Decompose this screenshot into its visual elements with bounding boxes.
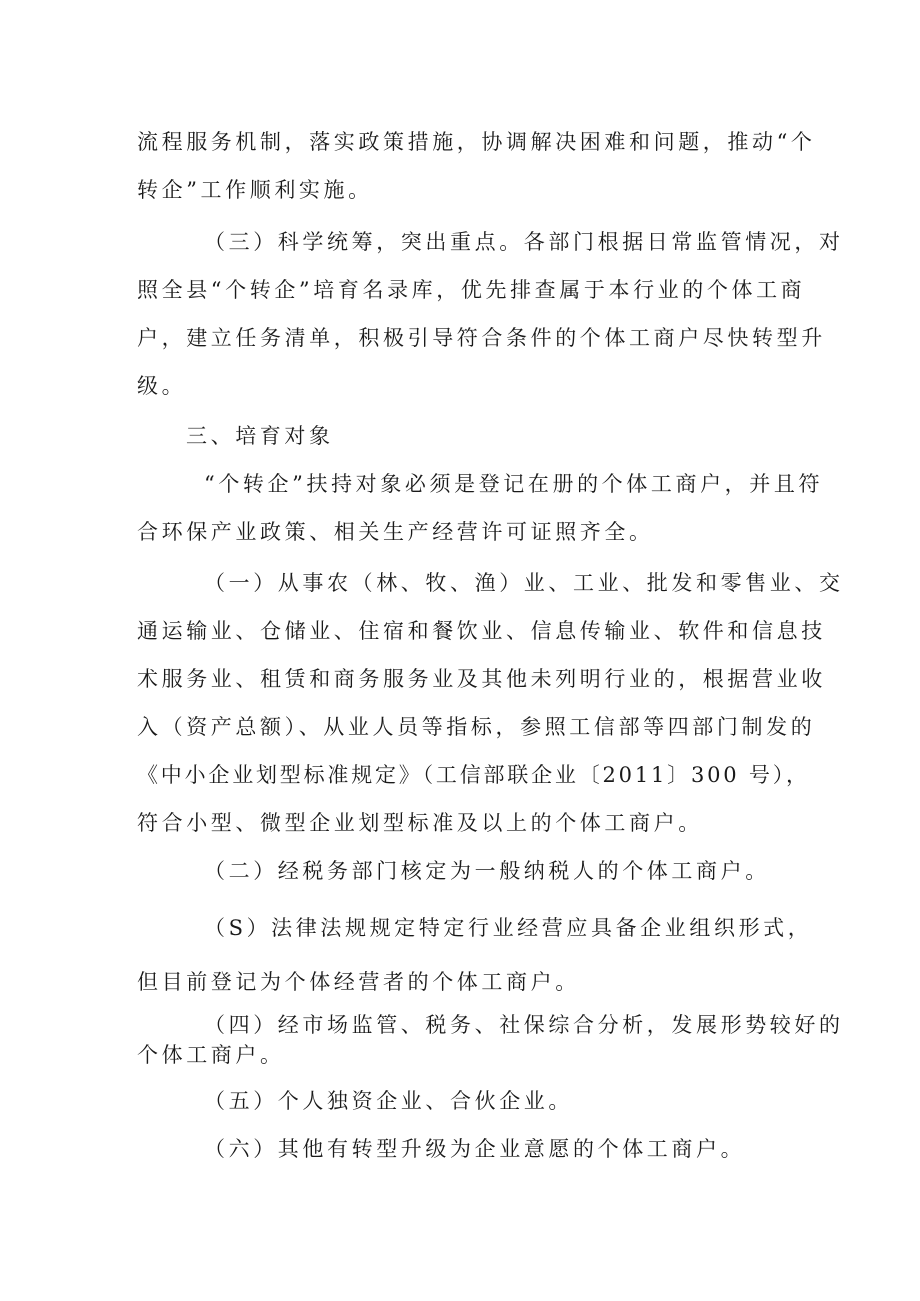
- section-heading: 三、培育对象: [186, 424, 334, 448]
- text-line: 流程服务机制，落实政策措施，协调解决困难和问题，推动“个: [137, 130, 816, 154]
- item-5: （五）个人独资企业、合伙企业。: [204, 1089, 573, 1113]
- text-line: 《中小企业划型标准规定》（工信部联企业〔2011〕300 号），: [137, 763, 810, 787]
- text-line: 术服务业、租赁和商务服务业及其他未列明行业的，根据营业收: [137, 667, 826, 691]
- text-line: 户，建立任务清单，积极引导符合条件的个体工商户尽快转型升: [137, 326, 826, 350]
- text-line: 但目前登记为个体经营者的个体工商户。: [137, 970, 580, 994]
- text-line: 入（资产总额）、从业人员等指标，参照工信部等四部门制发的: [137, 715, 816, 739]
- item-1-start: （一）从事农（林、牧、渔）业、工业、批发和零售业、交: [204, 571, 844, 595]
- text-line: 符合小型、微型企业划型标准及以上的个体工商户。: [137, 811, 703, 835]
- paragraph-3-start: （三）科学统筹，突出重点。各部门根据日常监管情况，对: [204, 230, 844, 254]
- item-2: （二）经税务部门核定为一般纳税人的个体工商户。: [204, 859, 770, 883]
- item-3-start: （S）法律法规规定特定行业经营应具备企业组织形式，: [204, 916, 813, 940]
- paragraph-start: “个转企”扶持对象必须是登记在册的个体工商户，并且符: [204, 472, 824, 496]
- item-6: （六）其他有转型升级为企业意愿的个体工商户。: [204, 1137, 746, 1161]
- text-line: 照全县“个转企”培育名录库，优先排查属于本行业的个体工商: [137, 278, 806, 302]
- text-line: 合环保产业政策、相关生产经营许可证照齐全。: [137, 520, 654, 544]
- text-line: 级。: [137, 374, 187, 398]
- text-line: 转企”工作顺利实施。: [137, 178, 373, 202]
- item-4-start: （四）经市场监管、税务、社保综合分析，发展形势较好的: [204, 1013, 844, 1037]
- text-line: 通运输业、仓储业、住宿和餐饮业、信息传输业、软件和信息技: [137, 619, 826, 643]
- text-line: 个体工商户。: [137, 1043, 285, 1067]
